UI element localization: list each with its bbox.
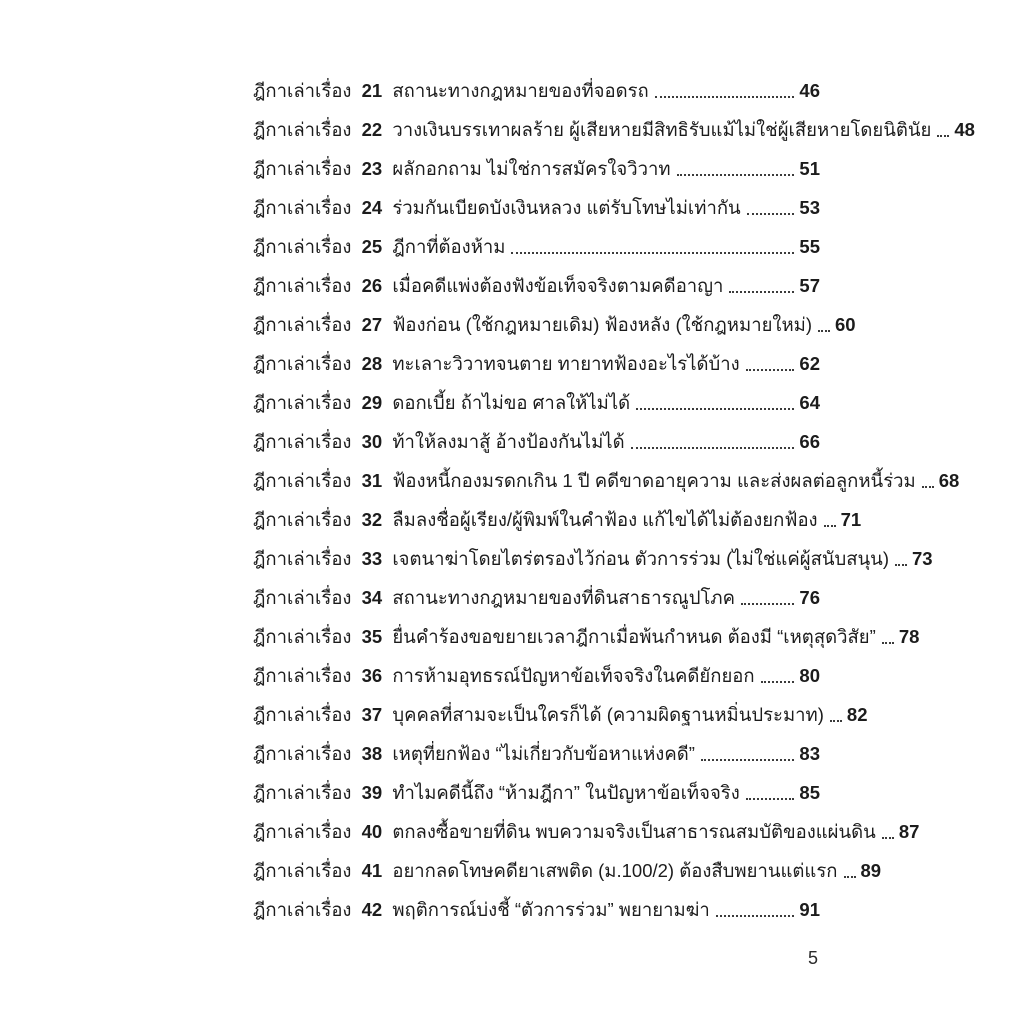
dot-leader [830,720,842,722]
toc-entry-title: ตกลงซื้อขายที่ดิน พบความจริงเป็นสาธารณสมบัติของแผ่นดิน [392,821,876,842]
toc-entry-title: วางเงินบรรเทาผลร้าย ผู้เสียหายมีสิทธิรับแม้ไม่ใช่ผู้เสียหายโดยนิตินัย [392,119,932,140]
toc-entry-number: 25 [361,236,383,257]
toc-entry-page: 57 [799,275,820,296]
toc-entry-number: 22 [361,119,383,140]
dot-leader [741,603,794,605]
toc-entry [253,117,975,143]
dot-leader [895,564,907,566]
toc-entry-number: 39 [361,782,383,803]
dot-leader [818,330,830,332]
toc-entry-title: ฎีกาที่ต้องห้าม [392,236,506,257]
toc-entry [253,585,820,611]
toc-entry-number: 23 [361,158,383,179]
toc-entry [253,234,820,260]
dot-leader [922,486,934,488]
toc-entry-number: 24 [361,197,383,218]
toc-entry-number: 36 [361,665,383,686]
toc-entry-page: 64 [799,392,820,413]
toc-entry-label [253,78,649,104]
toc-entry-number: 32 [361,509,383,530]
dot-leader [937,135,949,137]
toc-entry-label [253,741,695,767]
toc-entry-number: 41 [361,860,383,881]
toc-entry-label [253,585,735,611]
toc-entry-label [253,624,876,650]
toc-entry [253,390,820,416]
dot-leader [636,408,794,410]
toc-entry-title: สถานะทางกฎหมายของที่ดินสาธารณูปโภค [392,587,736,608]
toc-entry [253,624,920,650]
toc-entry-prefix: ฎีกาเล่าเรื่อง [253,236,352,257]
toc-entry-page: 62 [799,353,820,374]
toc-entry [253,351,820,377]
toc-entry [253,702,868,728]
toc-entry-label [253,507,818,533]
toc-entry [253,507,862,533]
toc-entry [253,312,856,338]
toc-entry-prefix: ฎีกาเล่าเรื่อง [253,626,352,647]
toc-entry-number: 28 [361,353,383,374]
toc-entry-label [253,780,740,806]
dot-leader [677,174,795,176]
toc-entry-page: 53 [799,197,820,218]
toc-entry-prefix: ฎีกาเล่าเรื่อง [253,197,352,218]
toc-entry-prefix: ฎีกาเล่าเรื่อง [253,665,352,686]
dot-leader [631,447,795,449]
toc-entry-label [253,663,755,689]
toc-entry [253,156,820,182]
dot-leader [746,369,795,371]
toc-entry-label [253,468,916,494]
toc-entry-number: 38 [361,743,383,764]
toc-entry-prefix: ฎีกาเล่าเรื่อง [253,704,352,725]
toc-entry-number: 34 [361,587,383,608]
toc-entry-title: ผลักอกถาม ไม่ใช่การสมัครใจวิวาท [392,158,671,179]
toc-entry-number: 33 [361,548,383,569]
toc-entry-page: 68 [938,470,960,491]
toc-entry-prefix: ฎีกาเล่าเรื่อง [253,80,352,101]
toc-entry-prefix: ฎีกาเล่าเรื่อง [253,353,352,374]
toc-entry-number: 42 [361,899,383,920]
toc-entry-page: 60 [835,314,856,335]
toc-entry-page: 66 [799,431,820,452]
toc-entry-label [253,312,812,338]
toc-entry-prefix: ฎีกาเล่าเรื่อง [253,509,352,530]
toc-entry-label [253,195,741,221]
toc-entry [253,195,820,221]
toc-entry-prefix: ฎีกาเล่าเรื่อง [253,821,352,842]
toc-entry-page: 91 [799,899,820,920]
toc-entry-prefix: ฎีกาเล่าเรื่อง [253,743,352,764]
toc-entry-page: 73 [912,548,933,569]
toc-entry-title: เมื่อคดีแพ่งต้องฟังข้อเท็จจริงตามคดีอาญา [392,275,724,296]
toc-entry [253,78,820,104]
toc-entry-title: การห้ามอุทธรณ์ปัญหาข้อเท็จจริงในคดียักยอก [392,665,755,686]
toc-entry-title: ฟ้องหนี้กองมรดกเกิน 1 ปี คดีขาดอายุความ และส่งผลต่อลูกหนี้ร่วม [392,470,916,491]
toc-entry-prefix: ฎีกาเล่าเรื่อง [253,587,352,608]
toc-entry-number: 27 [361,314,383,335]
toc-entry-page: 46 [799,80,820,101]
dot-leader [882,837,894,839]
toc-entry-page: 71 [840,509,862,530]
toc-entry-label [253,546,889,572]
toc-entry-number: 31 [361,470,383,491]
toc-entry-title: พฤติการณ์บ่งชี้ “ตัวการร่วม” พยายามฆ่า [392,899,710,920]
toc-entry-label [253,390,630,416]
dot-leader [746,798,795,800]
toc-entry [253,663,820,689]
toc-entry-number: 26 [361,275,383,296]
dot-leader [701,759,795,761]
toc-entry-label [253,429,625,455]
toc-entry-prefix: ฎีกาเล่าเรื่อง [253,314,352,335]
dot-leader [655,96,795,98]
toc-entry-page: 78 [898,626,920,647]
toc-entry-prefix: ฎีกาเล่าเรื่อง [253,392,352,413]
toc-entry-prefix: ฎีกาเล่าเรื่อง [253,860,352,881]
toc-entry-page: 80 [799,665,820,686]
toc-entry-title: ทะเลาะวิวาทจนตาย ทายาทฟ้องอะไรได้บ้าง [392,353,740,374]
toc-entry-label [253,858,838,884]
toc-entry-title: ยื่นคำร้องขอขยายเวลาฎีกาเมื่อพ้นกำหนด ต้องมี “เหตุสุดวิสัย” [392,626,876,647]
toc-entry-number: 35 [361,626,383,647]
toc-entry-label [253,234,505,260]
toc-entry [253,546,933,572]
toc-entry-page: 85 [799,782,820,803]
toc-entry-title: บุคคลที่สามจะเป็นใครก็ได้ (ความผิดฐานหมิ่นประมาท) [392,704,824,725]
toc-entry-title: ท้าให้ลงมาสู้ อ้างป้องกันไม่ได้ [392,431,625,452]
toc-entry-prefix: ฎีกาเล่าเรื่อง [253,470,352,491]
toc-entry [253,429,820,455]
toc-entry-page: 51 [799,158,820,179]
toc-entry-page: 87 [898,821,920,842]
toc-entry [253,741,820,767]
dot-leader [511,252,794,254]
toc-entry-page: 55 [799,236,820,257]
dot-leader [882,642,894,644]
toc-entry-page: 83 [799,743,820,764]
toc-entry [253,468,960,494]
toc-entry-number: 29 [361,392,383,413]
toc-list [253,78,975,936]
toc-entry-page: 89 [860,860,882,881]
toc-entry-number: 40 [361,821,383,842]
toc-entry [253,780,820,806]
toc-entry [253,897,820,923]
dot-leader [844,876,856,878]
toc-entry-label [253,897,710,923]
toc-entry-label [253,351,740,377]
toc-entry-page: 82 [846,704,868,725]
toc-entry-prefix: ฎีกาเล่าเรื่อง [253,899,352,920]
toc-entry-number: 21 [361,80,383,101]
toc-entry-title: ทำไมคดีนี้ถึง “ห้ามฎีกา” ในปัญหาข้อเท็จจริง [392,782,740,803]
toc-entry-number: 37 [361,704,383,725]
toc-entry-title: อยากลดโทษคดียาเสพติด (ม.100/2) ต้องสืบพยานแต่แรก [392,860,838,881]
dot-leader [747,213,795,215]
toc-entry-title: ฟ้องก่อน (ใช้กฎหมายเดิม) ฟ้องหลัง (ใช้กฎหมายใหม่) [392,314,813,335]
toc-entry-page: 48 [954,119,975,140]
toc-entry-title: เหตุที่ยกฟ้อง “ไม่เกี่ยวกับข้อหาแห่งคดี” [392,743,695,764]
toc-entry-label [253,819,876,845]
toc-entry-title: สถานะทางกฎหมายของที่จอดรถ [392,80,649,101]
toc-entry-label [253,156,671,182]
toc-entry-prefix: ฎีกาเล่าเรื่อง [253,158,352,179]
toc-entry-title: ลืมลงชื่อผู้เรียง/ผู้พิมพ์ในคำฟ้อง แก้ไขได้ไม่ต้องยกฟ้อง [392,509,818,530]
toc-entry-label [253,273,723,299]
toc-entry-prefix: ฎีกาเล่าเรื่อง [253,275,352,296]
dot-leader [824,525,836,527]
toc-entry-prefix: ฎีกาเล่าเรื่อง [253,119,352,140]
dot-leader [729,291,794,293]
dot-leader [716,915,795,917]
dot-leader [761,681,795,683]
toc-entry-prefix: ฎีกาเล่าเรื่อง [253,782,352,803]
toc-entry [253,858,882,884]
toc-entry-title: ร่วมกันเบียดบังเงินหลวง แต่รับโทษไม่เท่ากัน [392,197,741,218]
toc-entry-prefix: ฎีกาเล่าเรื่อง [253,548,352,569]
toc-entry-title: เจตนาฆ่าโดยไตร่ตรองไว้ก่อน ตัวการร่วม (ไม่ใช่แค่ผู้สนับสนุน) [392,548,889,569]
toc-entry [253,273,820,299]
toc-entry-title: ดอกเบี้ย ถ้าไม่ขอ ศาลให้ไม่ได้ [392,392,631,413]
toc-entry-prefix: ฎีกาเล่าเรื่อง [253,431,352,452]
toc-entry-label [253,702,824,728]
toc-entry [253,819,920,845]
toc-entry-number: 30 [361,431,383,452]
toc-entry-page: 76 [799,587,820,608]
toc-entry-label [253,117,931,143]
page-number: 5 [807,948,818,968]
